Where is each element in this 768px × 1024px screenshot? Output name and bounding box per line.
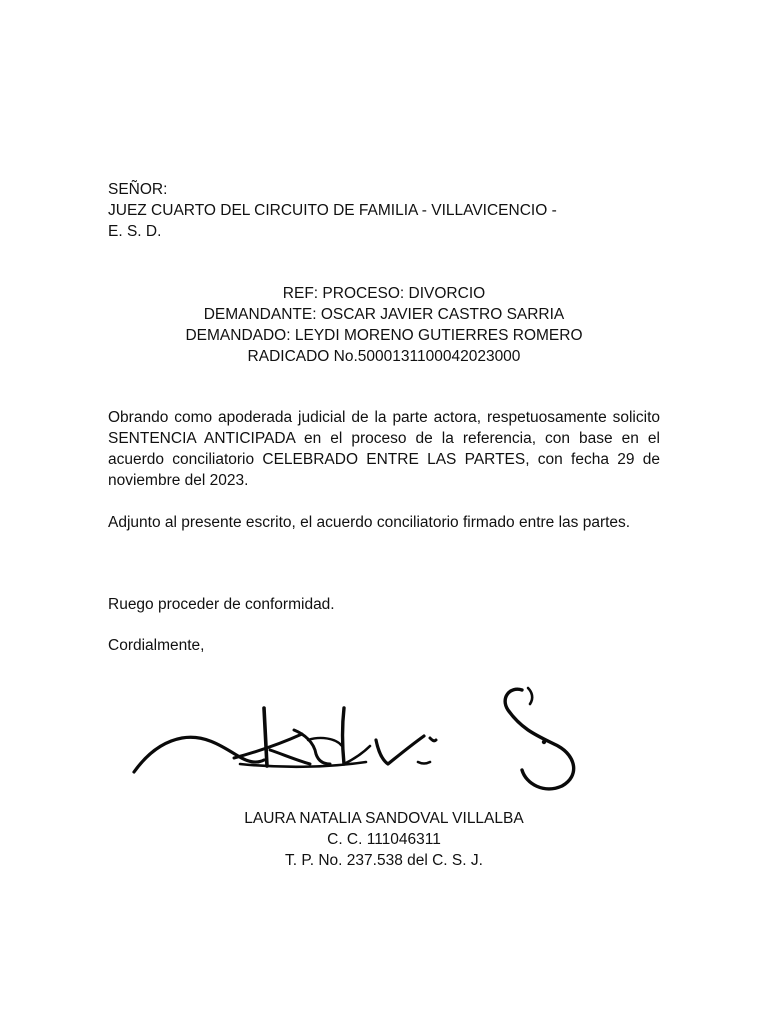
salutation: SEÑOR: xyxy=(108,181,168,198)
ref-defendant: DEMANDADO: LEYDI MORENO GUTIERRES ROMERO xyxy=(185,327,583,344)
ref-plaintiff: DEMANDANTE: OSCAR JAVIER CASTRO SARRIA xyxy=(203,306,565,323)
ref-docket: RADICADO No.5000131100042023000 xyxy=(247,348,521,365)
body-paragraph-1: Obrando como apoderada judicial de la parte actora, respetuosamente solicito SENTENCIA ANTICIPADA en el proceso de la referencia, con base en el acuerdo conciliatorio CELEBRADO ENTRE LAS PARTES, con fecha 29 de noviembre del 2023. xyxy=(108,409,660,489)
signer-id: C. C. 111046311 xyxy=(327,831,441,848)
closing-request: Ruego proceder de conformidad. xyxy=(108,596,335,613)
ref-process: REF: PROCESO: DIVORCIO xyxy=(282,285,486,302)
body-paragraph-2: Adjunto al presente escrito, el acuerdo conciliatorio firmado entre las partes. xyxy=(108,514,631,531)
signer-professional-card: T. P. No. 237.538 del C. S. J. xyxy=(285,852,483,869)
addressee-block xyxy=(108,179,660,242)
reference-block xyxy=(108,283,660,367)
esd-line: E. S. D. xyxy=(108,223,162,240)
signer-block xyxy=(108,808,660,871)
farewell: Cordialmente, xyxy=(108,637,205,654)
handwritten-signature xyxy=(130,680,590,792)
court-name: JUEZ CUARTO DEL CIRCUITO DE FAMILIA - VILLAVICENCIO - xyxy=(108,202,557,219)
signer-name: LAURA NATALIA SANDOVAL VILLALBA xyxy=(244,810,524,827)
